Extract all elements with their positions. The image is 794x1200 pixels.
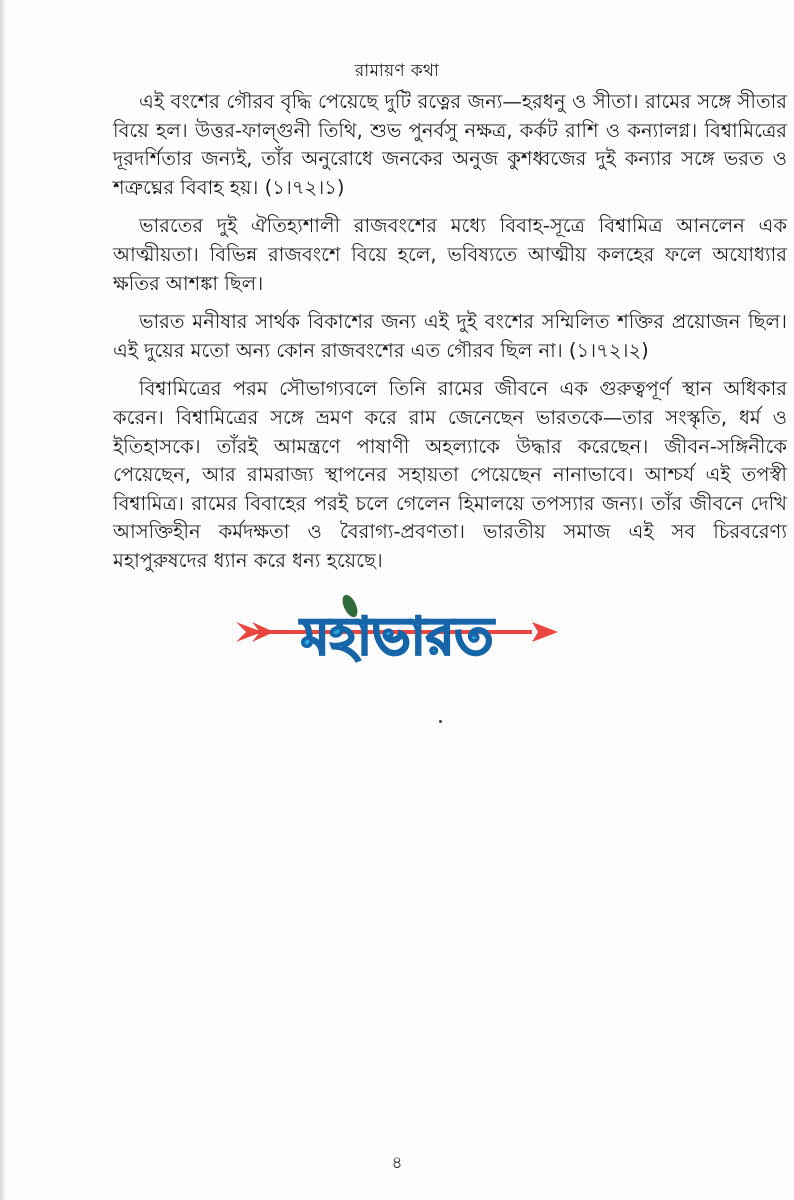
watermark-text: মহাভারত	[300, 607, 494, 667]
running-header: রামায়ণ কথা	[354, 61, 440, 81]
paragraph-1: এই বংশের গৌরব বৃদ্ধি পেয়েছে দুটি রত্নের জন্য—হরধনু ও সীতা। রামের সঙ্গে সীতার বিয়ে হল। উত্তর-ফাল্গুনী তিথি, শুভ পুনর্বসু নক্ষত্র, কর্কট রাশি ও কন্যালগ্ন। বিশ্বামিত্রের দূরদর্শিতার জন্যই, তাঁর অনুরোধে জনকের অনুজ কুশধ্বজের দুই কন্যার সঙ্গে ভরত ও শত্রুঘ্নের বিবাহ হয়। (১।৭২।১)	[113, 90, 787, 199]
watermark-arrow-head	[532, 622, 558, 642]
stray-dot	[439, 720, 442, 723]
watermark-logo	[232, 588, 562, 680]
page-number: ৪	[391, 1153, 403, 1173]
paragraph-2: ভারতের দুই ঐতিহ্যশালী রাজবংশের মধ্যে বিবাহ-সূত্রে বিশ্বামিত্র আনলেন এক আত্মীয়তা। বিভিন্ন রাজবংশে বিয়ে হলে, ভবিষ্যতে আত্মীয় কলহের ফলে অযোধ্যার ক্ষতির আশঙ্কা ছিল।	[113, 214, 787, 295]
paragraph-3: ভারত মনীষার সার্থক বিকাশের জন্য এই দুই বংশের সম্মিলিত শক্তির প্রয়োজন ছিল। এই দুয়ের মতো অন্য কোন রাজবংশের এত গৌরব ছিল না। (১।৭২।২)	[113, 310, 787, 362]
page-edge-shadow	[0, 0, 6, 1200]
body-text	[113, 88, 787, 586]
paragraph-4: বিশ্বামিত্রের পরম সৌভাগ্যবলে তিনি রামের জীবনে এক গুরুত্বপূর্ণ স্থান অধিকার করেন। বিশ্বামিত্রের সঙ্গে ভ্রমণ করে রাম জেনেছেন ভারতকে—তার সংস্কৃতি, ধর্ম ও ইতিহাসকে। তাঁরই আমন্ত্রণে পাষাণী অহল্যাকে উদ্ধার করেছেন। জীবন-সঙ্গিনীকে পেয়েছেন, আর রামরাজ্য স্থাপনের সহায়তা পেয়েছেন নানাভাবে। আশ্চর্য এই তপস্বী বিশ্বামিত্র। রামের বিবাহের পরই চলে গেলেন হিমালয়ে তপস্যার জন্য। তাঁর জীবনে দেখি আসক্তিহীন কর্মদক্ষতা ও বৈরাগ্য-প্রবণতা। ভারতীয় সমাজ এই সব চিরবরেণ্য মহাপুরুষদের ধ্যান করে ধন্য হয়েছে।	[113, 377, 787, 572]
